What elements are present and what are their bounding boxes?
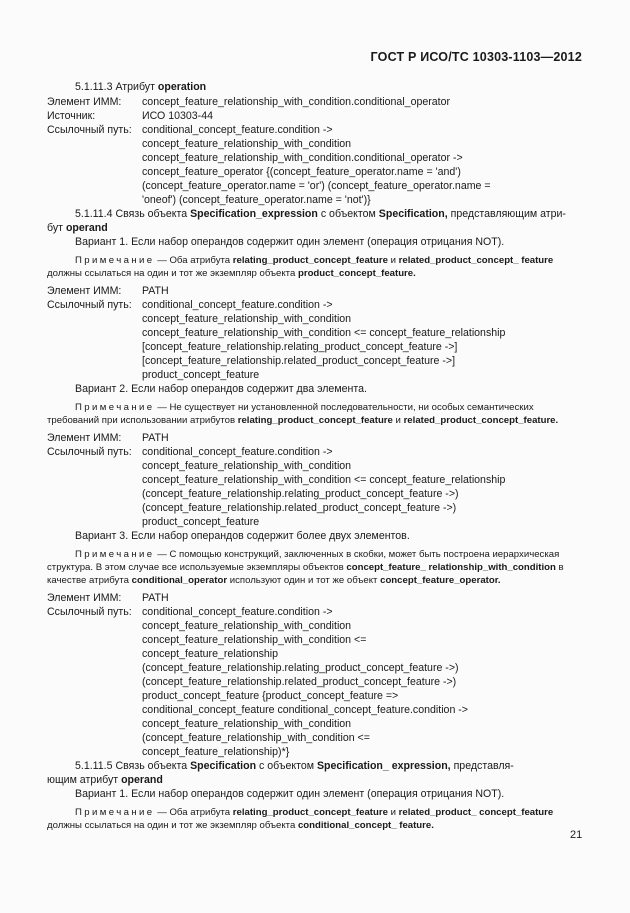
path-line: concept_feature_relationship_with_condition <= concept_feature_relationship <box>142 474 506 486</box>
note-2-cont: требований при использовании атрибутов relating_product_concept_feature и related_product_concept_feature. <box>47 415 559 426</box>
reference-path-label: Ссылочный путь: <box>47 124 132 136</box>
heading-5-1-11-5: 5.1.11.5 Связь объекта Specification с объектом Specification_ expression, представля- <box>75 760 514 772</box>
path-line: (concept_feature_relationship.relating_product_concept_feature ->) <box>142 488 459 500</box>
note-1: Примечание — Оба атрибута relating_product_concept_feature и related_product_concept_ feature <box>75 255 554 266</box>
path-line: concept_feature_relationship_with_condition <= <box>142 634 367 646</box>
imm-label: Элемент ИММ: <box>47 432 122 444</box>
variant-1: Вариант 1. Если набор операндов содержит один элемент (операция отрицания NOT). <box>75 788 505 800</box>
page-number: 21 <box>570 829 583 841</box>
heading-5-1-11-3: 5.1.11.3 Атрибут operation <box>75 81 207 93</box>
path-line: (concept_feature_relationship.relating_product_concept_feature ->) <box>142 662 459 674</box>
source-value: ИСО 10303-44 <box>142 110 213 122</box>
path-line: concept_feature_relationship)*} <box>142 746 290 758</box>
note-3: Примечание — С помощью конструкций, заключенных в скобки, может быть построена иерархическая <box>75 549 560 560</box>
variant-1: Вариант 1. Если набор операндов содержит один элемент (операция отрицания NOT). <box>75 236 505 248</box>
imm-value: PATH <box>142 592 169 604</box>
path-line: conditional_concept_feature.condition -> <box>142 124 333 136</box>
source-label: Источник: <box>47 110 96 122</box>
standard-designation: ГОСТ Р ИСО/ТС 10303-1103—2012 <box>370 50 582 64</box>
imm-value: PATH <box>142 285 169 297</box>
path-line: concept_feature_relationship_with_condition <box>142 718 352 730</box>
path-line: concept_feature_relationship_with_condition <box>142 620 352 632</box>
path-line: concept_feature_operator {(concept_feature_operator.name = 'and') <box>142 166 461 178</box>
path-line: [concept_feature_relationship.relating_product_concept_feature ->] <box>142 341 458 353</box>
reference-path-label: Ссылочный путь: <box>47 299 132 311</box>
variant-2: Вариант 2. Если набор операндов содержит два элемента. <box>75 383 367 395</box>
path-line: 'oneof') (concept_feature_operator.name = 'not')} <box>142 194 371 206</box>
note-2: Примечание — Не существует ни установленной последовательности, ни особых семантических <box>75 402 534 413</box>
note-1-cont: должны ссылаться на один и тот же экземпляр объекта product_concept_feature. <box>47 268 416 279</box>
path-line: concept_feature_relationship_with_condition.conditional_operator -> <box>142 152 463 164</box>
imm-value: PATH <box>142 432 169 444</box>
note-4-cont: должны ссылаться на один и тот же экземпляр объекта conditional_concept_ feature. <box>47 820 434 831</box>
path-line: (concept_feature_relationship_with_condition <= <box>142 732 370 744</box>
note-3-cont: качестве атрибута conditional_operator используют один и тот же объект concept_feature_operator. <box>47 575 501 586</box>
path-line: concept_feature_relationship_with_condition <box>142 313 352 325</box>
heading-5-1-11-4: 5.1.11.4 Связь объекта Specification_expression с объектом Specification, представляющим атри- <box>75 208 566 220</box>
path-line: concept_feature_relationship_with_condition <box>142 138 352 150</box>
note-3-cont: структура. В этом случае все используемые экземпляры объектов concept_feature_ relationship_with_condition в <box>47 562 564 573</box>
imm-label: Элемент ИММ: <box>47 96 122 108</box>
path-line: product_concept_feature <box>142 516 260 528</box>
path-line: concept_feature_relationship_with_condition <box>142 460 352 472</box>
imm-label: Элемент ИММ: <box>47 592 122 604</box>
path-line: conditional_concept_feature.condition -> <box>142 446 333 458</box>
path-line: concept_feature_relationship_with_condition <= concept_feature_relationship <box>142 327 506 339</box>
path-line: (concept_feature_operator.name = 'or') (concept_feature_operator.name = <box>142 180 491 192</box>
path-line: product_concept_feature {product_concept_feature => <box>142 690 399 702</box>
reference-path-label: Ссылочный путь: <box>47 606 132 618</box>
heading-5-1-11-4-cont: бут operand <box>47 222 108 234</box>
path-line: (concept_feature_relationship.related_product_concept_feature ->) <box>142 676 457 688</box>
path-line: conditional_concept_feature conditional_concept_feature.condition -> <box>142 704 468 716</box>
heading-5-1-11-5-cont: ющим атрибут operand <box>47 774 163 786</box>
imm-label: Элемент ИММ: <box>47 285 122 297</box>
path-line: conditional_concept_feature.condition -> <box>142 299 333 311</box>
path-line: conditional_concept_feature.condition -> <box>142 606 333 618</box>
reference-path-label: Ссылочный путь: <box>47 446 132 458</box>
path-line: concept_feature_relationship <box>142 648 279 660</box>
path-line: [concept_feature_relationship.related_product_concept_feature ->] <box>142 355 456 367</box>
variant-3: Вариант 3. Если набор операндов содержит более двух элементов. <box>75 530 410 542</box>
imm-value: concept_feature_relationship_with_condition.conditional_operator <box>142 96 451 108</box>
path-line: product_concept_feature <box>142 369 260 381</box>
path-line: (concept_feature_relationship.related_product_concept_feature ->) <box>142 502 457 514</box>
note-4: Примечание — Оба атрибута relating_product_concept_feature и related_product_ concept_feature <box>75 807 554 818</box>
